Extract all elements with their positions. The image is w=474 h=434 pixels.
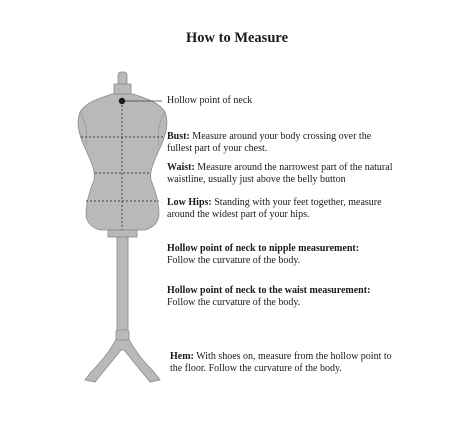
form-neck [114,84,131,94]
hollow-point-note: Hollow point of neck [167,95,253,106]
waist-note: Waist: Measure around the narrowest part of the natural waistline, usually just above the belly button [167,162,393,185]
hem-note: Hem: With shoes on, measure from the hollow point to the floor. Follow the curvature of the body. [170,351,392,374]
bust-note: Bust: Measure around your body crossing over the fullest part of your chest. [167,131,372,154]
form-stand-knob [116,330,129,340]
form-pole [117,237,128,337]
form-torso [78,94,167,230]
form-base-cap [108,230,137,237]
neck-to-nipple-note: Hollow point of neck to nipple measurement: Follow the curvature of the body. [167,243,360,266]
page-title: How to Measure [185,30,289,46]
form-stand [85,337,160,382]
neck-to-waist-note: Hollow point of neck to the waist measurement: Follow the curvature of the body. [167,285,371,308]
hollow-point-marker [119,98,125,104]
low-hips-note: Low Hips: Standing with your feet together, measure around the widest part of your hips. [167,197,382,220]
